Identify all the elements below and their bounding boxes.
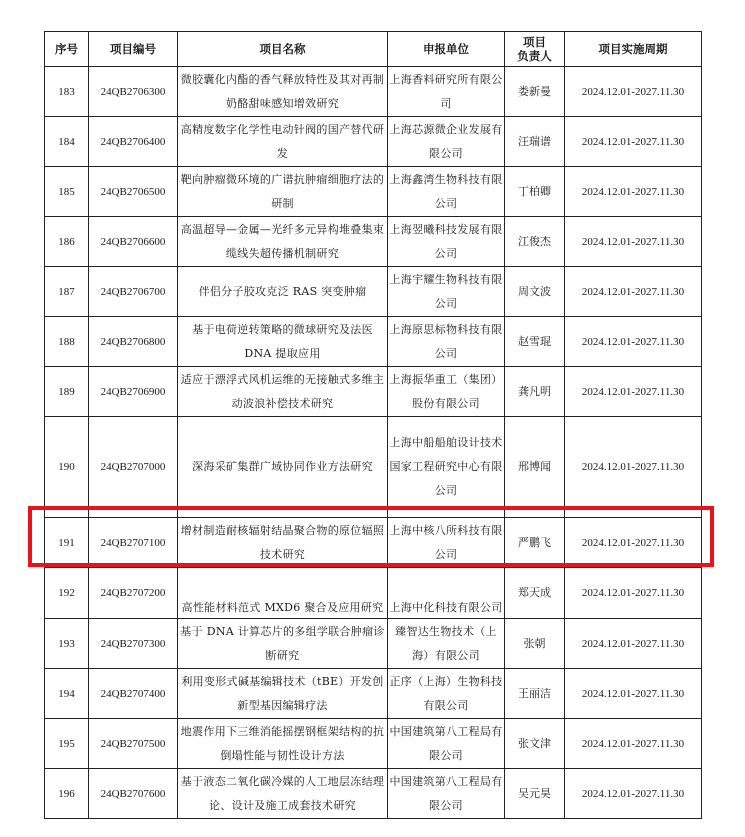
cell-period: 2024.12.01-2027.11.30 <box>565 67 702 117</box>
cell-code: 24QB2706800 <box>89 317 178 367</box>
table-row <box>45 719 702 769</box>
table-row <box>45 317 702 367</box>
cell-name: 增材制造耐核辐射结晶聚合物的原位辐照技术研究 <box>178 518 388 568</box>
cell-leader: 江俊杰 <box>505 217 565 267</box>
cell-seq: 196 <box>45 769 89 819</box>
table-row <box>45 267 702 317</box>
header-period: 项目实施周期 <box>565 32 702 67</box>
cell-code: 24QB2707200 <box>89 568 178 619</box>
cell-name: 高精度数字化学性电动针阀的国产替代研发 <box>178 117 388 167</box>
cell-period: 2024.12.01-2027.11.30 <box>565 367 702 417</box>
cell-code: 24QB2706600 <box>89 217 178 267</box>
cell-period: 2024.12.01-2027.11.30 <box>565 417 702 518</box>
cell-seq: 187 <box>45 267 89 317</box>
table-row <box>45 568 702 619</box>
cell-leader: 张文津 <box>505 719 565 769</box>
cell-unit: 上海鑫湾生物科技有限公司 <box>388 167 505 217</box>
cell-leader: 张朝 <box>505 619 565 669</box>
cell-period: 2024.12.01-2027.11.30 <box>565 518 702 568</box>
cell-unit: 中国建筑第八工程局有限公司 <box>388 719 505 769</box>
cell-unit: 上海原思标物科技有限公司 <box>388 317 505 367</box>
cell-code: 24QB2707000 <box>89 417 178 518</box>
cell-seq: 183 <box>45 67 89 117</box>
cell-code: 24QB2706700 <box>89 267 178 317</box>
cell-period: 2024.12.01-2027.11.30 <box>565 267 702 317</box>
cell-period: 2024.12.01-2027.11.30 <box>565 117 702 167</box>
cell-unit: 上海中船船舶设计技术国家工程研究中心有限公司 <box>388 417 505 518</box>
cell-name: 深海采矿集群广域协同作业方法研究 <box>178 417 388 518</box>
cell-code: 24QB2707600 <box>89 769 178 819</box>
project-table <box>44 31 702 819</box>
cell-leader: 娄新曼 <box>505 67 565 117</box>
cell-name: 地震作用下三维消能摇摆钢框架结构的抗倒塌性能与韧性设计方法 <box>178 719 388 769</box>
header-unit: 申报单位 <box>388 32 505 67</box>
cell-seq: 184 <box>45 117 89 167</box>
cell-unit: 上海翌曦科技发展有限公司 <box>388 217 505 267</box>
cell-period: 2024.12.01-2027.11.30 <box>565 568 702 619</box>
cell-code: 24QB2706400 <box>89 117 178 167</box>
cell-unit: 臻智达生物技术（上海）有限公司 <box>388 619 505 669</box>
cell-seq: 195 <box>45 719 89 769</box>
header-name: 项目名称 <box>178 32 388 67</box>
cell-seq: 188 <box>45 317 89 367</box>
header-seq: 序号 <box>45 32 89 67</box>
table-row <box>45 67 702 117</box>
cell-leader: 汪瑞谱 <box>505 117 565 167</box>
cell-seq: 193 <box>45 619 89 669</box>
cell-leader: 龚凡明 <box>505 367 565 417</box>
cell-leader: 郑天成 <box>505 568 565 619</box>
cell-period: 2024.12.01-2027.11.30 <box>565 167 702 217</box>
cell-period: 2024.12.01-2027.11.30 <box>565 769 702 819</box>
cell-name: 高温超导—金属—光纤多元异构堆叠集束缆线失超传播机制研究 <box>178 217 388 267</box>
cell-seq: 194 <box>45 669 89 719</box>
table-row <box>45 117 702 167</box>
header-leader-line2: 负责人 <box>517 49 552 63</box>
cell-name: 基于液态二氧化碳冷媒的人工地层冻结理论、设计及施工成套技术研究 <box>178 769 388 819</box>
cell-code: 24QB2707500 <box>89 719 178 769</box>
table-row <box>45 417 702 518</box>
cell-code: 24QB2707100 <box>89 518 178 568</box>
cell-unit: 中国建筑第八工程局有限公司 <box>388 769 505 819</box>
cell-period: 2024.12.01-2027.11.30 <box>565 619 702 669</box>
cell-name: 微胶囊化内酯的香气释放特性及其对再制奶酪甜味感知增效研究 <box>178 67 388 117</box>
cell-code: 24QB2706500 <box>89 167 178 217</box>
cell-name: 基于 DNA 计算芯片的多组学联合肿瘤诊断研究 <box>178 619 388 669</box>
cell-unit: 上海宇耀生物科技有限公司 <box>388 267 505 317</box>
cell-unit: 上海芯源微企业发展有限公司 <box>388 117 505 167</box>
table-row <box>45 669 702 719</box>
cell-name: 伴侣分子胶攻克泛 RAS 突变肿瘤 <box>178 267 388 317</box>
header-leader-line1: 项目 <box>523 35 546 49</box>
cell-name: 利用变形式碱基编辑技术（tBE）开发创新型基因编辑疗法 <box>178 669 388 719</box>
cell-unit: 上海中化科技有限公司 <box>388 568 505 619</box>
cell-code: 24QB2706300 <box>89 67 178 117</box>
cell-seq: 192 <box>45 568 89 619</box>
cell-leader: 赵雪琨 <box>505 317 565 367</box>
cell-name: 靶向肿瘤微环境的广谱抗肿瘤细胞疗法的研制 <box>178 167 388 217</box>
cell-code: 24QB2706900 <box>89 367 178 417</box>
table-row <box>45 167 702 217</box>
table-row <box>45 619 702 669</box>
cell-seq: 191 <box>45 518 89 568</box>
cell-leader: 邢博闻 <box>505 417 565 518</box>
table-row <box>45 367 702 417</box>
cell-name: 适应于漂浮式风机运维的无接触式多维主动波浪补偿技术研究 <box>178 367 388 417</box>
cell-leader: 严鹏飞 <box>505 518 565 568</box>
table-row-highlighted <box>45 518 702 568</box>
cell-seq: 189 <box>45 367 89 417</box>
cell-period: 2024.12.01-2027.11.30 <box>565 669 702 719</box>
cell-seq: 185 <box>45 167 89 217</box>
cell-leader: 王丽洁 <box>505 669 565 719</box>
cell-unit: 正序（上海）生物科技有限公司 <box>388 669 505 719</box>
cell-unit: 上海中核八所科技有限公司 <box>388 518 505 568</box>
cell-leader: 丁柏卿 <box>505 167 565 217</box>
cell-code: 24QB2707400 <box>89 669 178 719</box>
cell-period: 2024.12.01-2027.11.30 <box>565 217 702 267</box>
table-row <box>45 217 702 267</box>
header-code: 项目编号 <box>89 32 178 67</box>
table-header-row <box>45 32 702 67</box>
table-row <box>45 769 702 819</box>
cell-code: 24QB2707300 <box>89 619 178 669</box>
cell-period: 2024.12.01-2027.11.30 <box>565 317 702 367</box>
cell-seq: 190 <box>45 417 89 518</box>
cell-name: 高性能材料范式 MXD6 聚合及应用研究 <box>178 568 388 619</box>
cell-unit: 上海振华重工（集团）股份有限公司 <box>388 367 505 417</box>
cell-seq: 186 <box>45 217 89 267</box>
cell-unit: 上海香料研究所有限公司 <box>388 67 505 117</box>
cell-period: 2024.12.01-2027.11.30 <box>565 719 702 769</box>
cell-leader: 周文波 <box>505 267 565 317</box>
cell-leader: 吴元昊 <box>505 769 565 819</box>
header-leader <box>505 32 565 67</box>
cell-name: 基于电荷逆转策略的微球研究及法医 DNA 提取应用 <box>178 317 388 367</box>
